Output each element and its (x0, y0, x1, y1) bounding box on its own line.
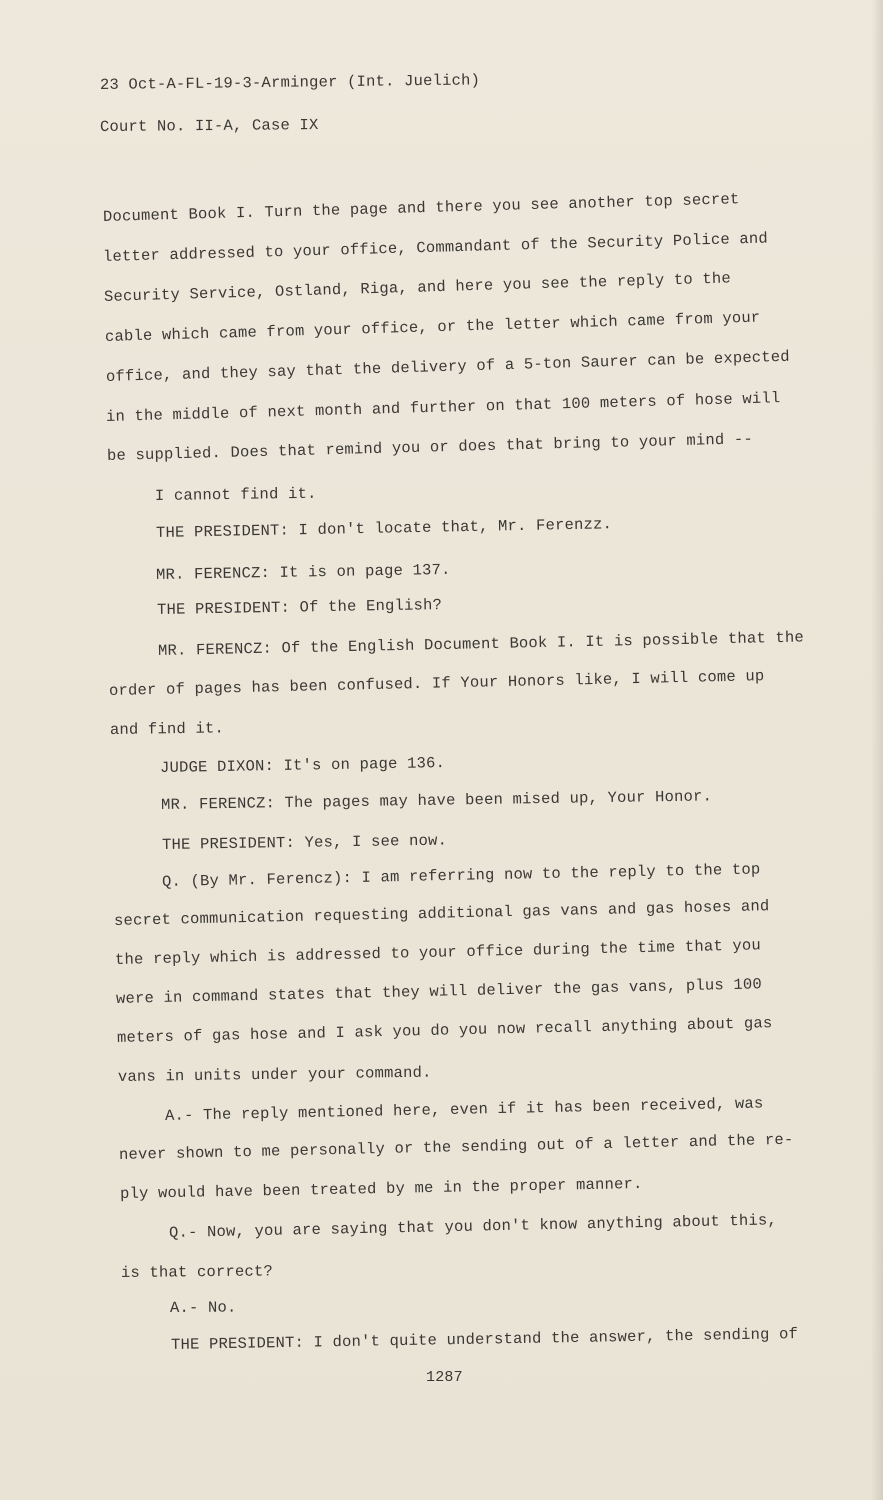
body-line: Document Book I. Turn the page and there you see another top secret (102, 190, 740, 226)
body-line: MR. FERENCZ: It is on page 137. (155, 560, 451, 584)
body-line: secret communication requesting additional gas vans and gas hoses and (113, 897, 770, 930)
body-line: A.- The reply mentioned here, even if it has been received, was (164, 1094, 764, 1125)
body-line: letter addressed to your office, Commandant of the Security Police and (102, 229, 769, 266)
header-line-1: 23 Oct-A-FL-19-3-Arminger (Int. Juelich) (99, 71, 481, 94)
body-line: in the middle of next month and further on that 100 meters of hose will (105, 389, 781, 426)
body-line: THE PRESIDENT: Of the English? (156, 596, 443, 619)
body-line: the reply which is addressed to your office during the time that you (114, 936, 762, 969)
body-line: is that correct? (120, 1262, 274, 1282)
body-line: A.- No. (169, 1298, 237, 1317)
body-line: THE PRESIDENT: I don't quite understand the answer, the sending of (170, 1325, 799, 1354)
body-line: and find it. (109, 719, 225, 739)
body-line: THE PRESIDENT: I don't locate that, Mr. Ferenzz. (155, 515, 613, 542)
body-line: ply would have been treated by me in the proper manner. (119, 1174, 643, 1203)
body-line: meters of gas hose and I ask you do you now recall anything about gas (116, 1014, 773, 1047)
body-line: THE PRESIDENT: Yes, I see now. (161, 831, 448, 854)
body-line: never shown to me personally or the sending out of a letter and the re- (118, 1130, 794, 1164)
body-line: JUDGE DIXON: It's on page 136. (159, 754, 446, 777)
body-line: I cannot find it. (154, 484, 317, 505)
body-line: be supplied. Does that remind you or does that bring to your mind -- (106, 430, 754, 465)
body-line: office, and they say that the delivery of a 5-ton Saurer can be expected (105, 347, 791, 386)
page-number: 1287 (426, 1369, 463, 1386)
body-line: Q.- Now, you are saying that you don't know anything about this, (168, 1211, 778, 1242)
body-line: were in command states that they will deliver the gas vans, plus 100 (115, 975, 763, 1008)
body-line: Q. (By Mr. Ferencz): I am referring now to the reply to the top (161, 860, 761, 891)
body-line: order of pages has been confused. If Your Honors like, I will come up (108, 667, 765, 700)
body-line: vans in units under your command. (117, 1063, 432, 1086)
header-line-2: Court No. II-A, Case IX (99, 116, 319, 136)
body-line: MR. FERENCZ: The pages may have been mised up, Your Honor. (160, 787, 713, 814)
body-line: Security Service, Ostland, Riga, and here you see the reply to the (103, 269, 732, 306)
body-line: cable which came from your office, or the letter which came from your (104, 308, 761, 346)
body-line: MR. FERENCZ: Of the English Document Book I. It is possible that the (157, 628, 805, 660)
